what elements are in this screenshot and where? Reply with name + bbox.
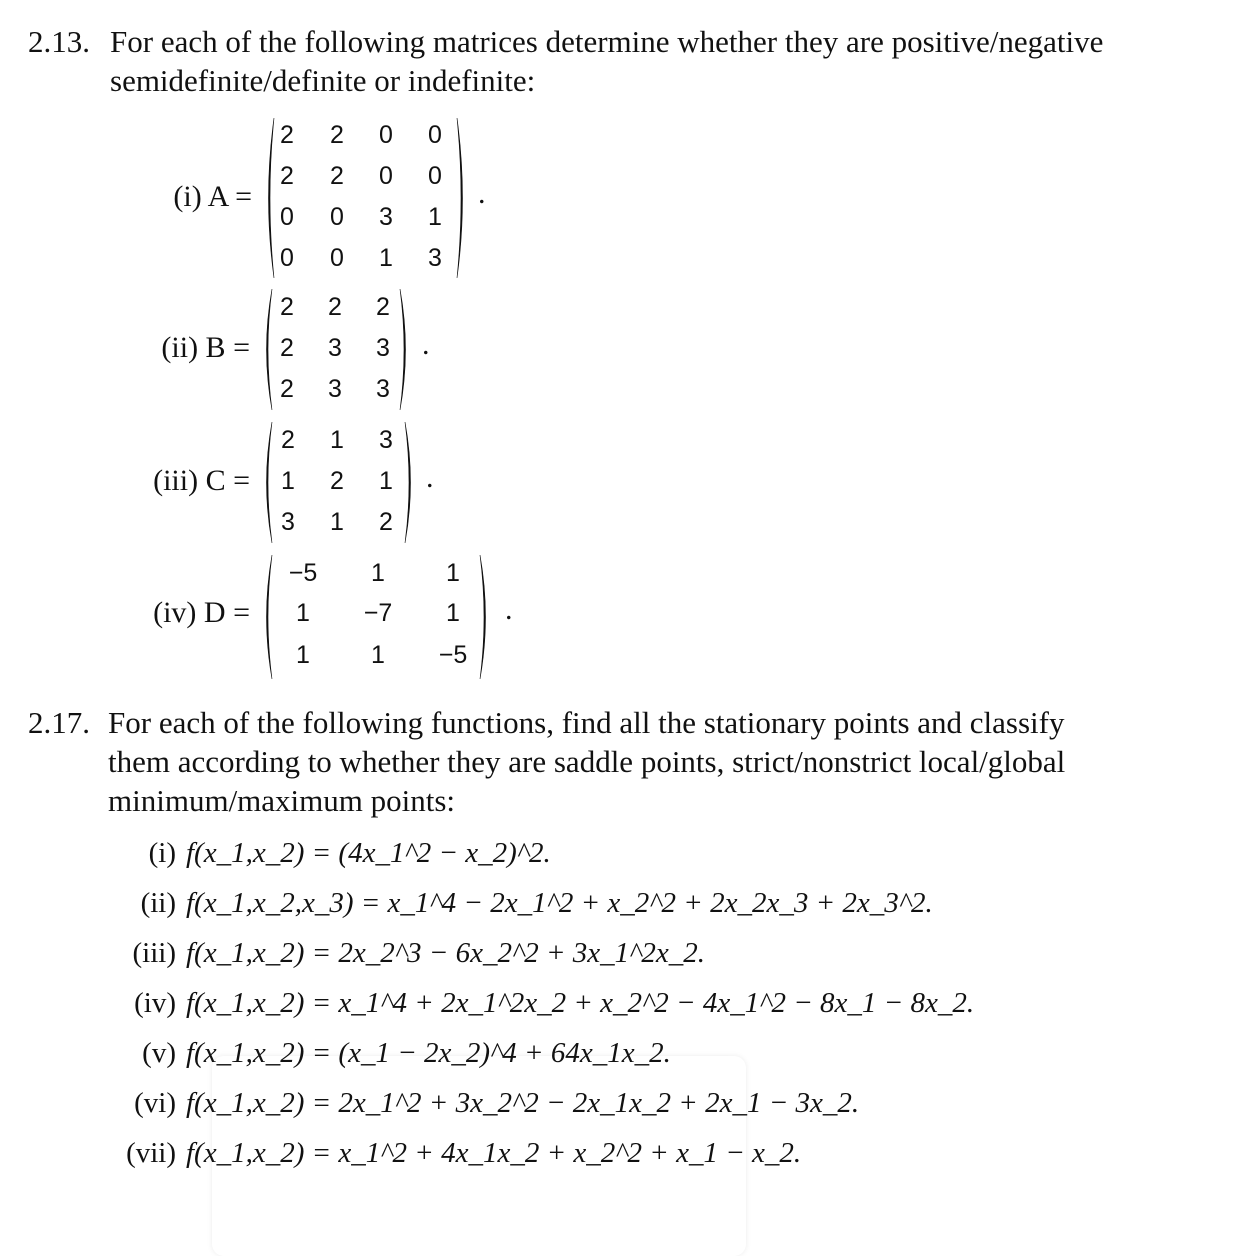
problem-number: 2.13. <box>28 24 90 59</box>
matrix-entry: 2 <box>328 293 342 321</box>
problem-text: minimum/maximum points: <box>108 783 456 818</box>
matrix-entry: 2 <box>379 508 393 536</box>
matrix-entry: 2 <box>280 162 294 190</box>
function-label: (vi) <box>134 1087 176 1119</box>
matrix-entry: 3 <box>281 508 295 536</box>
matrix-entry: 2 <box>280 375 294 403</box>
matrix-entry: 1 <box>281 467 295 495</box>
matrix-entry: 0 <box>428 162 442 190</box>
function-formula: f(x_1,x_2) = (x_1 − 2x_2)^4 + 64x_1x_2. <box>186 1037 671 1069</box>
matrix-entry: 3 <box>328 375 342 403</box>
matrix-entry: 2 <box>280 121 294 149</box>
function-label: (iv) <box>134 987 176 1019</box>
matrix-entry: 2 <box>330 162 344 190</box>
matrix-period: . <box>505 593 513 626</box>
function-item <box>0 935 705 971</box>
function-formula: f(x_1,x_2) = x_1^4 + 2x_1^2x_2 + x_2^2 − 4x_1^2 − 8x_1 − 8x_2. <box>186 987 975 1019</box>
matrix-label: (iii) C = <box>153 464 250 497</box>
matrix-entry: 1 <box>428 203 442 231</box>
matrix-entry: −5 <box>438 641 468 669</box>
function-label: (i) <box>148 837 176 869</box>
matrix-entry: 1 <box>446 559 460 587</box>
function-label: (vii) <box>126 1137 176 1169</box>
function-formula: f(x_1,x_2) = 2x_1^2 + 3x_2^2 − 2x_1x_2 + 2x_1 − 3x_2. <box>186 1087 860 1119</box>
matrix-entry: 1 <box>330 508 344 536</box>
function-label: (v) <box>142 1037 176 1069</box>
matrix-entry: 3 <box>379 203 393 231</box>
matrix-entry: 3 <box>328 334 342 362</box>
matrix-entry: 2 <box>330 121 344 149</box>
matrix-entry: 1 <box>379 244 393 272</box>
function-item <box>0 885 933 921</box>
matrix-label: (iv) D = <box>153 596 250 629</box>
matrix-entry: 0 <box>280 203 294 231</box>
matrix-entry: 1 <box>296 599 310 627</box>
function-formula: f(x_1,x_2) = (4x_1^2 − x_2)^2. <box>186 837 551 869</box>
problem-text: semidefinite/definite or indefinite: <box>110 63 536 98</box>
function-label: (iii) <box>132 937 176 969</box>
matrix-entry: −7 <box>363 599 393 627</box>
matrix-period: . <box>422 328 430 361</box>
matrix-entry: 1 <box>330 426 344 454</box>
problem-text: For each of the following matrices determine whether they are positive/negative <box>110 24 1104 59</box>
matrix-entry: 1 <box>446 599 460 627</box>
matrix-entry: 1 <box>371 641 385 669</box>
right-parenthesis <box>478 555 492 679</box>
matrix-entry: 0 <box>379 162 393 190</box>
matrix-label: (i) A = <box>173 180 252 213</box>
function-item <box>0 1135 801 1171</box>
matrix-entry: 3 <box>376 334 390 362</box>
function-formula: f(x_1,x_2) = 2x_2^3 − 6x_2^2 + 3x_1^2x_2. <box>186 937 706 969</box>
matrix-entry: 3 <box>376 375 390 403</box>
matrix-entry: 0 <box>379 121 393 149</box>
function-formula: f(x_1,x_2) = x_1^2 + 4x_1x_2 + x_2^2 + x_1 − x_2. <box>186 1137 802 1169</box>
matrix-entry: 2 <box>281 426 295 454</box>
matrix-entry: 1 <box>379 467 393 495</box>
matrix-entry: −5 <box>288 559 318 587</box>
function-item <box>0 835 551 871</box>
problem-text: them according to whether they are saddle points, strict/nonstrict local/global <box>108 744 1066 779</box>
problem-text: For each of the following functions, find all the stationary points and classify <box>108 705 1065 740</box>
matrix-entry: 2 <box>330 467 344 495</box>
matrix-label: (ii) B = <box>161 331 250 364</box>
function-item <box>0 1085 859 1121</box>
function-item <box>0 985 974 1021</box>
matrix-entry: 0 <box>330 244 344 272</box>
matrix-period: . <box>478 177 486 210</box>
function-label: (ii) <box>140 887 176 919</box>
problem-number: 2.17. <box>28 705 90 740</box>
matrix-entry: 0 <box>428 121 442 149</box>
matrix-entry: 2 <box>280 293 294 321</box>
matrix-entry: 2 <box>280 334 294 362</box>
matrix-entry: 3 <box>428 244 442 272</box>
matrix-entry: 0 <box>280 244 294 272</box>
left-parenthesis <box>260 555 274 679</box>
function-item <box>0 1035 671 1071</box>
matrix-entry: 0 <box>330 203 344 231</box>
matrix-entry: 1 <box>371 559 385 587</box>
matrix-entry: 2 <box>376 293 390 321</box>
function-formula: f(x_1,x_2,x_3) = x_1^4 − 2x_1^2 + x_2^2 + 2x_2x_3 + 2x_3^2. <box>186 887 933 919</box>
matrix-period: . <box>426 461 434 494</box>
matrix-entry: 3 <box>379 426 393 454</box>
matrix-entry: 1 <box>296 641 310 669</box>
right-parenthesis <box>455 118 469 278</box>
